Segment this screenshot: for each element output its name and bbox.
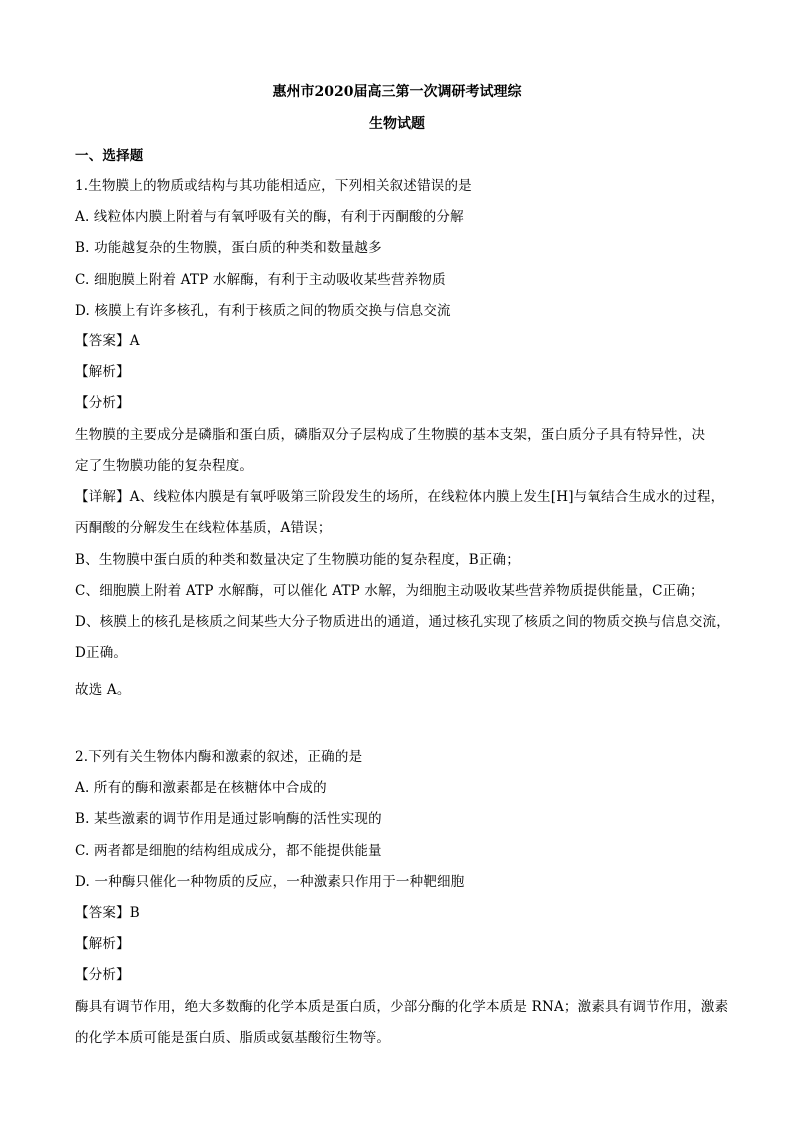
q1-option-b: B. 功能越复杂的生物膜，蛋白质的种类和数量越多 [75, 240, 382, 256]
q1-option-d: D. 核膜上有许多核孔，有利于核质之间的物质交换与信息交流 [75, 303, 451, 319]
q1-detail-1: 【详解】A、线粒体内膜是有氧呼吸第三阶段发生的场所，在线粒体内膜上发生[H]与氧结合生成水的过程， [75, 489, 725, 505]
section-heading: 一、选择题 [75, 148, 144, 164]
q2-fenxi-text-2: 的化学本质可能是蛋白质、脂质或氨基酸衍生物等。 [75, 1030, 391, 1046]
q1-detail-2: 丙酮酸的分解发生在线粒体基质，A错误； [75, 520, 332, 536]
q2-jiexi-label: 【解析】 [75, 936, 130, 952]
q1-option-c: C. 细胞膜上附着 ATP 水解酶，有利于主动吸收某些营养物质 [75, 272, 446, 288]
q1-option-a: A. 线粒体内膜上附着与有氧呼吸有关的酶，有利于丙酮酸的分解 [75, 209, 464, 225]
q2-fenxi-label: 【分析】 [75, 967, 130, 983]
q2-answer: 【答案】B [75, 905, 140, 921]
q2-stem: 2.下列有关生物体内酶和激素的叙述，正确的是 [75, 749, 363, 765]
q1-detail-4: C、细胞膜上附着 ATP 水解酶，可以催化 ATP 水解，为细胞主动吸收某些营养物质提供能量，C正确； [75, 583, 704, 599]
q1-detail-5: D、核膜上的核孔是核质之间某些大分子物质进出的通道，通过核孔实现了核质之间的物质交换与信息交流， [75, 614, 730, 630]
q1-stem: 1.生物膜上的物质或结构与其功能相适应，下列相关叙述错误的是 [75, 178, 472, 194]
q2-option-b: B. 某些激素的调节作用是通过影响酶的活性实现的 [75, 811, 382, 827]
q1-answer: 【答案】A [75, 333, 140, 349]
q2-option-d: D. 一种酶只催化一种物质的反应，一种激素只作用于一种靶细胞 [75, 874, 465, 890]
document-subtitle: 生物试题 [369, 116, 425, 132]
q1-detail-6: D正确。 [75, 645, 128, 661]
q1-conclusion: 故选 A。 [75, 682, 131, 698]
q2-option-c: C. 两者都是细胞的结构组成成分，都不能提供能量 [75, 843, 382, 859]
q2-option-a: A. 所有的酶和激素都是在核糖体中合成的 [75, 780, 327, 796]
q1-fenxi-text-1: 生物膜的主要成分是磷脂和蛋白质，磷脂双分子层构成了生物膜的基本支架，蛋白质分子具有特异性，决 [75, 427, 706, 443]
document-title: 惠州市2020届高三第一次调研考试理综 [272, 84, 522, 100]
q1-detail-3: B、生物膜中蛋白质的种类和数量决定了生物膜功能的复杂程度，B正确； [75, 552, 520, 568]
q1-jiexi-label: 【解析】 [75, 364, 130, 380]
q1-fenxi-label: 【分析】 [75, 395, 130, 411]
q1-fenxi-text-2: 定了生物膜功能的复杂程度。 [75, 458, 254, 474]
q2-fenxi-text-1: 酶具有调节作用，绝大多数酶的化学本质是蛋白质，少部分酶的化学本质是 RNA；激素具有调节作用，激素 [75, 999, 729, 1015]
